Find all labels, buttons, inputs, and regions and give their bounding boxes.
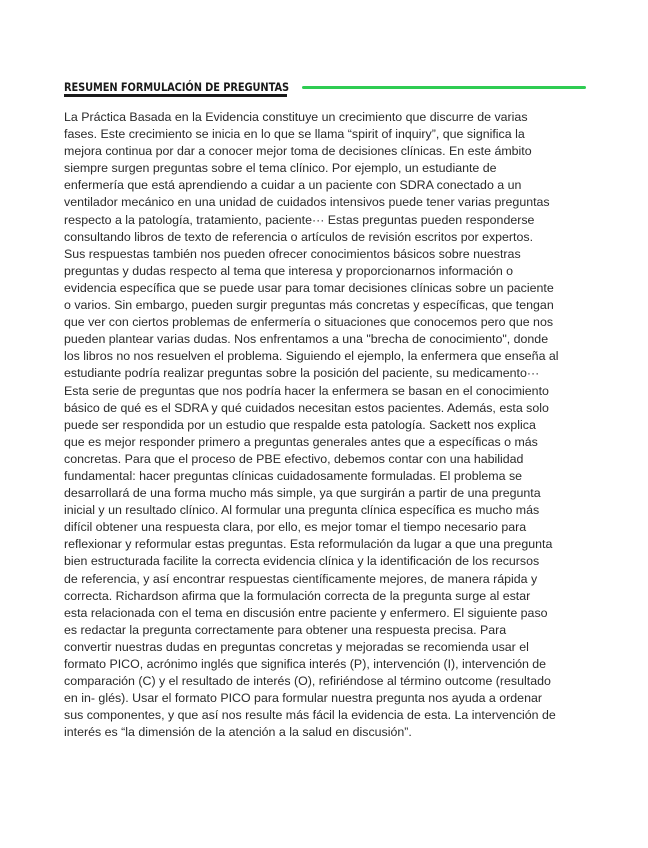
body-line: La Práctica Basada en la Evidencia constituye un crecimiento que discurre de varias: [64, 110, 528, 124]
body-line: o varios. Sin embargo, pueden surgir preguntas más concretas y específicas, que tengan: [64, 298, 554, 313]
body-line: difícil obtener una respuesta clara, por ello, es mejor tomar el tiempo necesario para: [64, 520, 527, 535]
body-line: mejora continua por dar a conocer mejor toma de decisiones clínicas. En este ámbito: [64, 144, 532, 159]
body-line: sus componentes, y que así nos resulte más fácil la evidencia de esta. La intervención de: [64, 708, 556, 723]
body-line: reflexionar y reformular estas preguntas. Esta reformulación da lugar a que una pregunta: [64, 537, 553, 552]
body-line: consultando libros de texto de referencia o artículos de revisión escritos por expertos.: [64, 229, 534, 244]
body-line: desarrollará de una forma mucho más simple, ya que surgirán a partir de una pregunta: [64, 486, 541, 501]
body-line: inicial y un resultado clínico. Al formular una pregunta clínica específica es mucho más: [64, 503, 540, 518]
body-line: es redactar la pregunta correctamente para obtener una respuesta precisa. Para: [64, 622, 507, 637]
body-line: convertir nuestras dudas en preguntas concretas y mejoradas se recomienda usar el: [64, 639, 529, 654]
body-line: interés es “la dimensión de la atención a la salud en discusión”.: [64, 725, 412, 740]
section-header: [64, 80, 586, 96]
body-line: que es mejor responder primero a preguntas generales antes que a específicas o más: [64, 434, 538, 449]
body-line: fundamental: hacer preguntas clínicas cuidadosamente formuladas. El problema se: [64, 468, 523, 483]
body-line: en in- glés). Usar el formato PICO para formular nuestra pregunta nos ayuda a ordenar: [64, 691, 542, 706]
body-line: Sus respuestas también nos pueden ofrecer conocimientos básicos sobre nuestras: [64, 246, 521, 261]
accent-divider: [302, 86, 586, 89]
body-line: preguntas y dudas respecto al tema que interesa y proporcionarnos información o: [64, 263, 514, 278]
body-line: bien estructurada facilite la correcta evidencia clínica y la identificación de los recursos: [64, 554, 540, 569]
body-line: los libros no nos resuelven el problema. Siguiendo el ejemplo, la enfermera que enseña al: [64, 349, 559, 364]
title-underline: [64, 94, 287, 97]
body-line: esta relacionada con el tema en discusión entre paciente y enfermero. El siguiente paso: [64, 605, 548, 620]
body-line: respecto a la patología, tratamiento, paciente··· Estas preguntas pueden responderse: [64, 212, 535, 227]
body-line: evidencia específica que se puede usar para tomar decisiones clínicas sobre un paciente: [64, 280, 554, 295]
body-line: comparación (C) y el resultado de interés (O), refiriéndose al término outcome (resultado: [64, 674, 551, 689]
body-line: enfermería que está aprendiendo a cuidar a un paciente con SDRA conectado a un: [64, 178, 522, 193]
body-paragraph: [64, 109, 591, 741]
body-line: de referencia, y así encontrar respuestas científicamente mejores, de manera rápida y: [64, 571, 538, 586]
body-line: correcta. Richardson afirma que la formulación correcta de la pregunta surge al estar: [64, 588, 531, 603]
body-line: Esta serie de preguntas que nos podría hacer la enfermera se basan en el conocimiento: [64, 383, 549, 398]
body-line: pueden plantear varias dudas. Nos enfrentamos a una "brecha de conocimiento", donde: [64, 332, 549, 347]
body-line: que ver con ciertos problemas de enfermería o situaciones que conocemos pero que nos: [64, 315, 554, 330]
body-line: siempre surgen preguntas sobre el tema clínico. Por ejemplo, un estudiante de: [64, 161, 497, 176]
body-line: ventilador mecánico en una unidad de cuidados intensivos puede tener varias preguntas: [64, 195, 550, 210]
body-line: formato PICO, acrónimo inglés que significa interés (P), intervención (I), intervención de: [64, 657, 547, 671]
body-line: fases. Este crecimiento se inicia en lo que se llama “spirit of inquiry”, que significa la: [64, 127, 525, 142]
body-line: concretas. Para que el proceso de PBE efectivo, debemos contar con una habilidad: [64, 451, 524, 466]
body-line: estudiante podría realizar preguntas sobre la posición del paciente, su medicamento···: [64, 366, 540, 381]
body-line: básico de qué es el SDRA y qué cuidados necesitan estos pacientes. Además, esta solo: [64, 400, 549, 415]
body-line: puede ser respondida por un estudio que respalde esta patología. Sackett nos explica: [64, 417, 536, 432]
section-title: RESUMEN FORMULACIÓN DE PREGUNTAS: [64, 80, 290, 94]
